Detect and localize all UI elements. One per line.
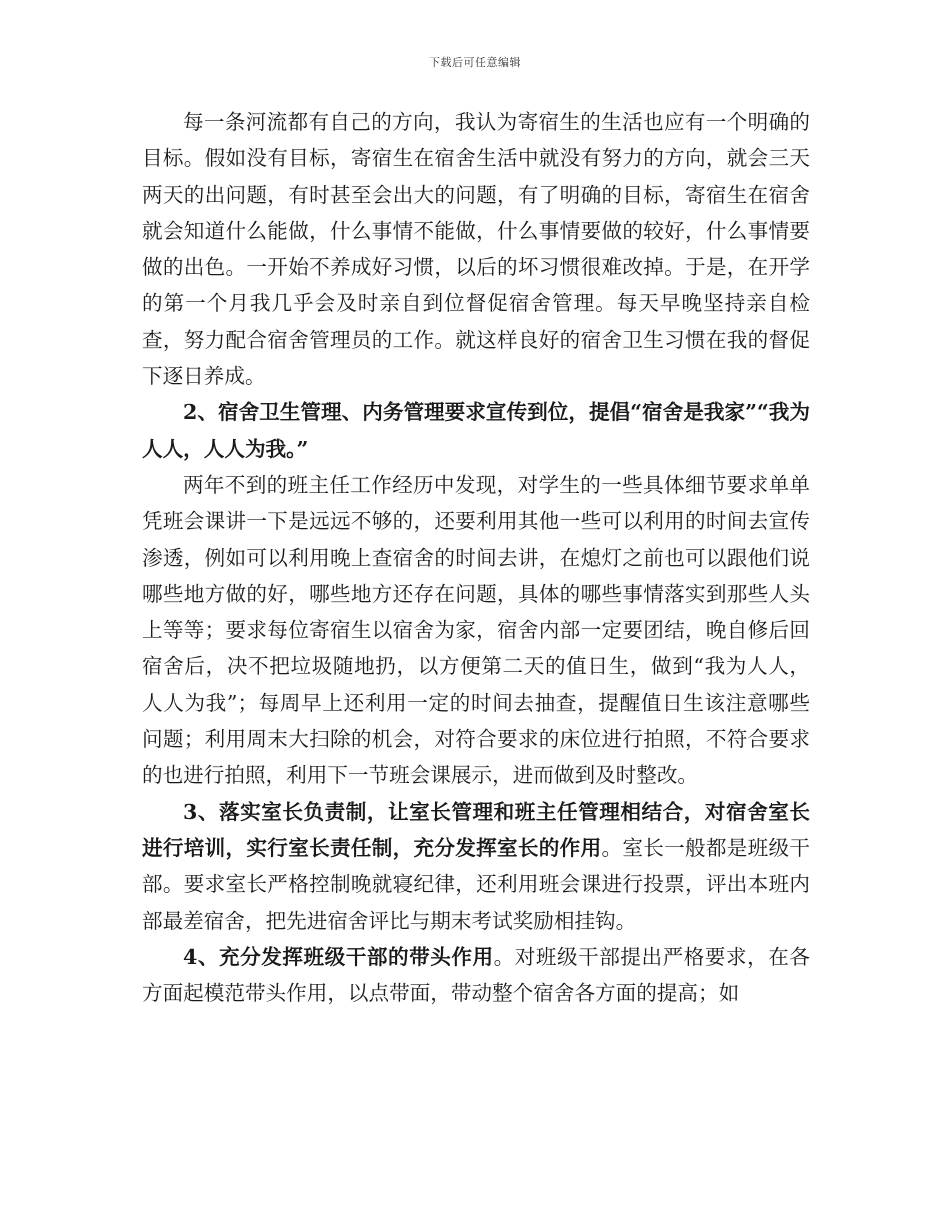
- paragraph-text: 。室长一般都是班级干部。要求室长严格控制晚就寝纪律，还利用班会课进行投票，评出本班内部最差宿舍，把先进宿舍评比与期末考试奖励相挂钩。: [142, 835, 811, 933]
- paragraph-text: 每一条河流都有自己的方向，我认为寄宿生的生活也应有一个明确的目标。假如没有目标，寄宿生在宿舍生活中就没有努力的方向，就会三天两天的出问题，有时甚至会出大的问题，有了明确的目标，寄宿生在宿舍就会知道什么能做，什么事情不能做，什么事情要做的较好，什么事情要做的出色。一开始不养成好习惯，以后的坏习惯很难改掉。于是，在开学的第一个月我几乎会及时亲自到位督促宿舍管理。每天早晚坚持亲自检查，努力配合宿舍管理员的工作。就这样良好的宿舍卫生习惯在我的督促下逐日养成。: [142, 110, 810, 389]
- section-heading-text: 3、落实室长负责制，让室长管理和班主任管理相结合，对宿舍室长进行培训，实行室长责任制，充分发挥室长的作用: [142, 799, 810, 860]
- section-heading-text: 2、宿舍卫生管理、内务管理要求宣传到位，提倡“宿舍是我家”“我为人人，人人为我。”: [142, 400, 810, 461]
- paragraph-text: 两年不到的班主任工作经历中发现，对学生的一些具体细节要求单单凭班会课讲一下是远远不够的，还要利用其他一些可以利用的时间去宣传渗透，例如可以利用晚上查宿舍的时间去讲，在熄灯之前也可以跟他们说哪些地方做的好，哪些地方还存在问题，具体的哪些事情落实到那些人头上等等；要求每位寄宿生以宿舍为家，宿舍内部一定要团结，晚自修后回宿舍后，决不把垃圾随地扔，以方便第二天的值日生，做到“我为人人，人人为我”；每周早上还利用一定的时间去抽查，提醒值日生该注意哪些问题；利用周末大扫除的机会，对符合要求的床位进行拍照，不符合要求的也进行拍照，利用下一节班会课展示，进而做到及时整改。: [142, 472, 810, 788]
- section-heading-2: [142, 394, 810, 467]
- paragraph-section-3: [142, 794, 810, 939]
- paragraph-goal: [142, 104, 810, 394]
- paragraph-publicity: [142, 467, 810, 794]
- document-body: [142, 104, 810, 1011]
- page-header: 下载后可任意编辑: [429, 56, 521, 69]
- section-heading-text: 4、充分发挥班级干部的带头作用: [183, 944, 494, 969]
- paragraph-section-4: [142, 939, 810, 1012]
- paragraph-text: 。对班级干部提出严格要求，在各方面起模范带头作用，以点带面，带动整个宿舍各方面的提高；如: [142, 944, 811, 1006]
